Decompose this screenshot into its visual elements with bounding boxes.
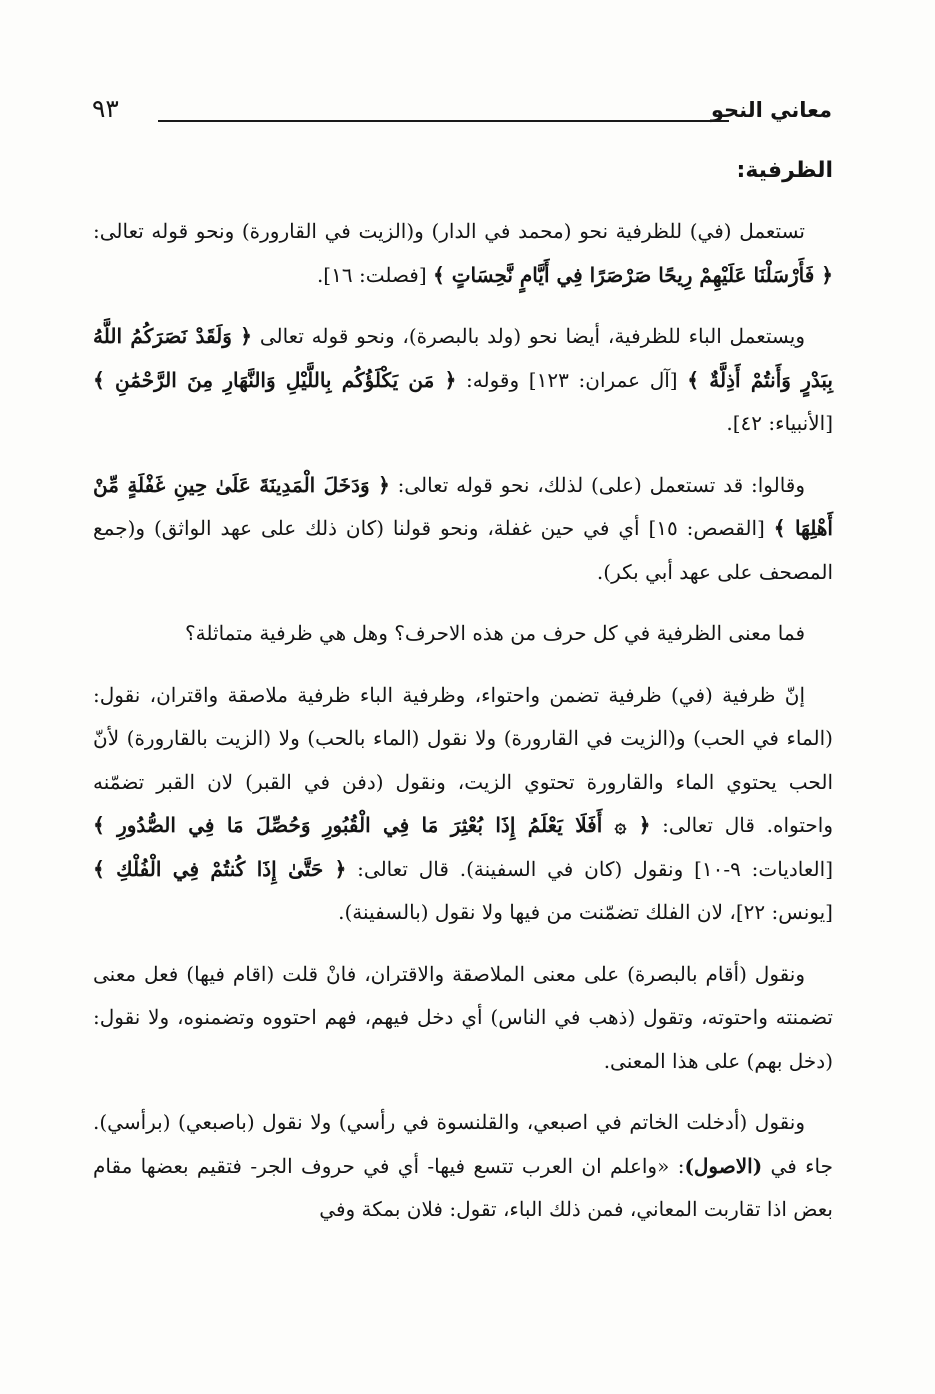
page-number: ٩٣ xyxy=(92,94,119,123)
book-title: معاني النحو xyxy=(710,98,832,122)
paragraph-text: ويستعمل الباء للظرفية، أيضا نحو (ولد بالبصرة)، ونحو قوله تعالى xyxy=(252,324,805,348)
quran-verse: ﴿ وَلَقَدْ نَصَرَكُمُ اللَّهُ بِبَدْرٍ وَأَنتُمْ أَذِلَّةٌ ﴾ xyxy=(93,324,833,392)
paragraph-text: تستعمل (في) للظرفية نحو (محمد في الدار) و(الزيت في القارورة) ونحو قوله تعالى: xyxy=(93,219,805,243)
verse-citation: [العاديات: ٩-١٠] ونقول (كان في السفينة). قال تعالى: xyxy=(346,856,834,881)
verse-citation: [الأنبياء: ٤٢]. xyxy=(726,411,833,435)
verse-citation: [فصلت: ١٦]. xyxy=(316,262,434,287)
book-reference: (الاصول) xyxy=(684,1153,763,1178)
paragraph-text: ونقول (أقام بالبصرة) على معنى الملاصقة والاقتران، فانْ قلت (اقام فيها) فعل معنى تضمنته واحتوته، وتقول (ذهب في الناس) أي دخل فيهم، فهم احتووه وتضمنوه، ولا نقول: (دخل بهم) على هذا المعنى. xyxy=(93,961,833,1073)
quran-verse: ﴿ حَتَّىٰ إِذَا كُنتُمْ فِي الْفُلْكِ ﴾ xyxy=(93,856,347,881)
paragraph-7 xyxy=(93,1101,833,1232)
paragraph-text: : «واعلم ان العرب تتسع فيها- أي في حروف الجر- فتقيم بعضها مقام بعض اذا تقاربت المعاني، فمن ذلك الباء، تقول: فلان بمكة وفي xyxy=(93,1153,833,1221)
paragraph-3 xyxy=(93,464,833,595)
quran-verse: ﴿ مَن يَكْلَؤُكُم بِاللَّيْلِ وَالنَّهَارِ مِنَ الرَّحْمَٰنِ ﴾ xyxy=(93,367,457,392)
verse-citation: [القصص: ١٥] أي في حين غفلة، ونحو قولنا (كان ذلك على عهد الواثق) و(جمع المصحف على عهد أبي بكر). xyxy=(93,516,833,584)
running-header xyxy=(92,92,832,136)
paragraph-6 xyxy=(93,953,833,1084)
paragraph-text: فما معنى الظرفية في كل حرف من هذه الاحرف؟ وهل هي ظرفية متماثلة؟ xyxy=(185,621,805,645)
page-body xyxy=(93,146,833,1250)
verse-citation: [آل عمران: ١٢٣] وقوله: xyxy=(456,367,688,392)
section-heading: الظرفية: xyxy=(736,158,833,183)
paragraph-text: ونقول (أدخلت الخاتم في اصبعي، والقلنسوة في رأسي) ولا نقول (باصبعي) (برأسي). جاء في xyxy=(93,1110,833,1178)
verse-citation: [يونس: ٢٢]، لان الفلك تضمّنت من فيها ولا نقول (بالسفينة). xyxy=(338,900,833,924)
quran-verse: ﴿ وَدَخَلَ الْمَدِينَةَ عَلَىٰ حِينِ غَفْلَةٍ مِّنْ أَهْلِهَا ﴾ xyxy=(93,472,833,540)
paragraph-2 xyxy=(93,315,833,446)
paragraph-text: إنّ ظرفية (في) ظرفية تضمن واحتواء، وظرفية الباء ظرفية ملاصقة واقتران، نقول: (الماء في الحب) و(الزيت في القارورة) ولا نقول (الماء بالحب) ولا (الزيت بالقارورة) لأنّ الحب يحتوي الماء والقارورة تحتوي الزيت، ونقول (دفن في القبر) لان القبر تضمّنه واحتواه. قال تعالى: xyxy=(93,682,833,837)
paragraph-1 xyxy=(93,210,833,297)
paragraph-5 xyxy=(93,674,833,935)
paragraph-4 xyxy=(93,612,833,656)
quran-verse: ﴿ ۞ أَفَلَا يَعْلَمُ إِذَا بُعْثِرَ مَا فِي الْقُبُورِ وَحُصِّلَ مَا فِي الصُّدُورِ ﴾ xyxy=(93,813,651,837)
header-rule xyxy=(158,120,729,122)
paragraph-text: وقالوا: قد تستعمل (على) لذلك، نحو قوله تعالى: xyxy=(389,472,806,497)
quran-verse: ﴿ فَأَرْسَلْنَا عَلَيْهِمْ رِيحًا صَرْصَرًا فِي أَيَّامٍ نَّحِسَاتٍ ﴾ xyxy=(433,262,833,287)
